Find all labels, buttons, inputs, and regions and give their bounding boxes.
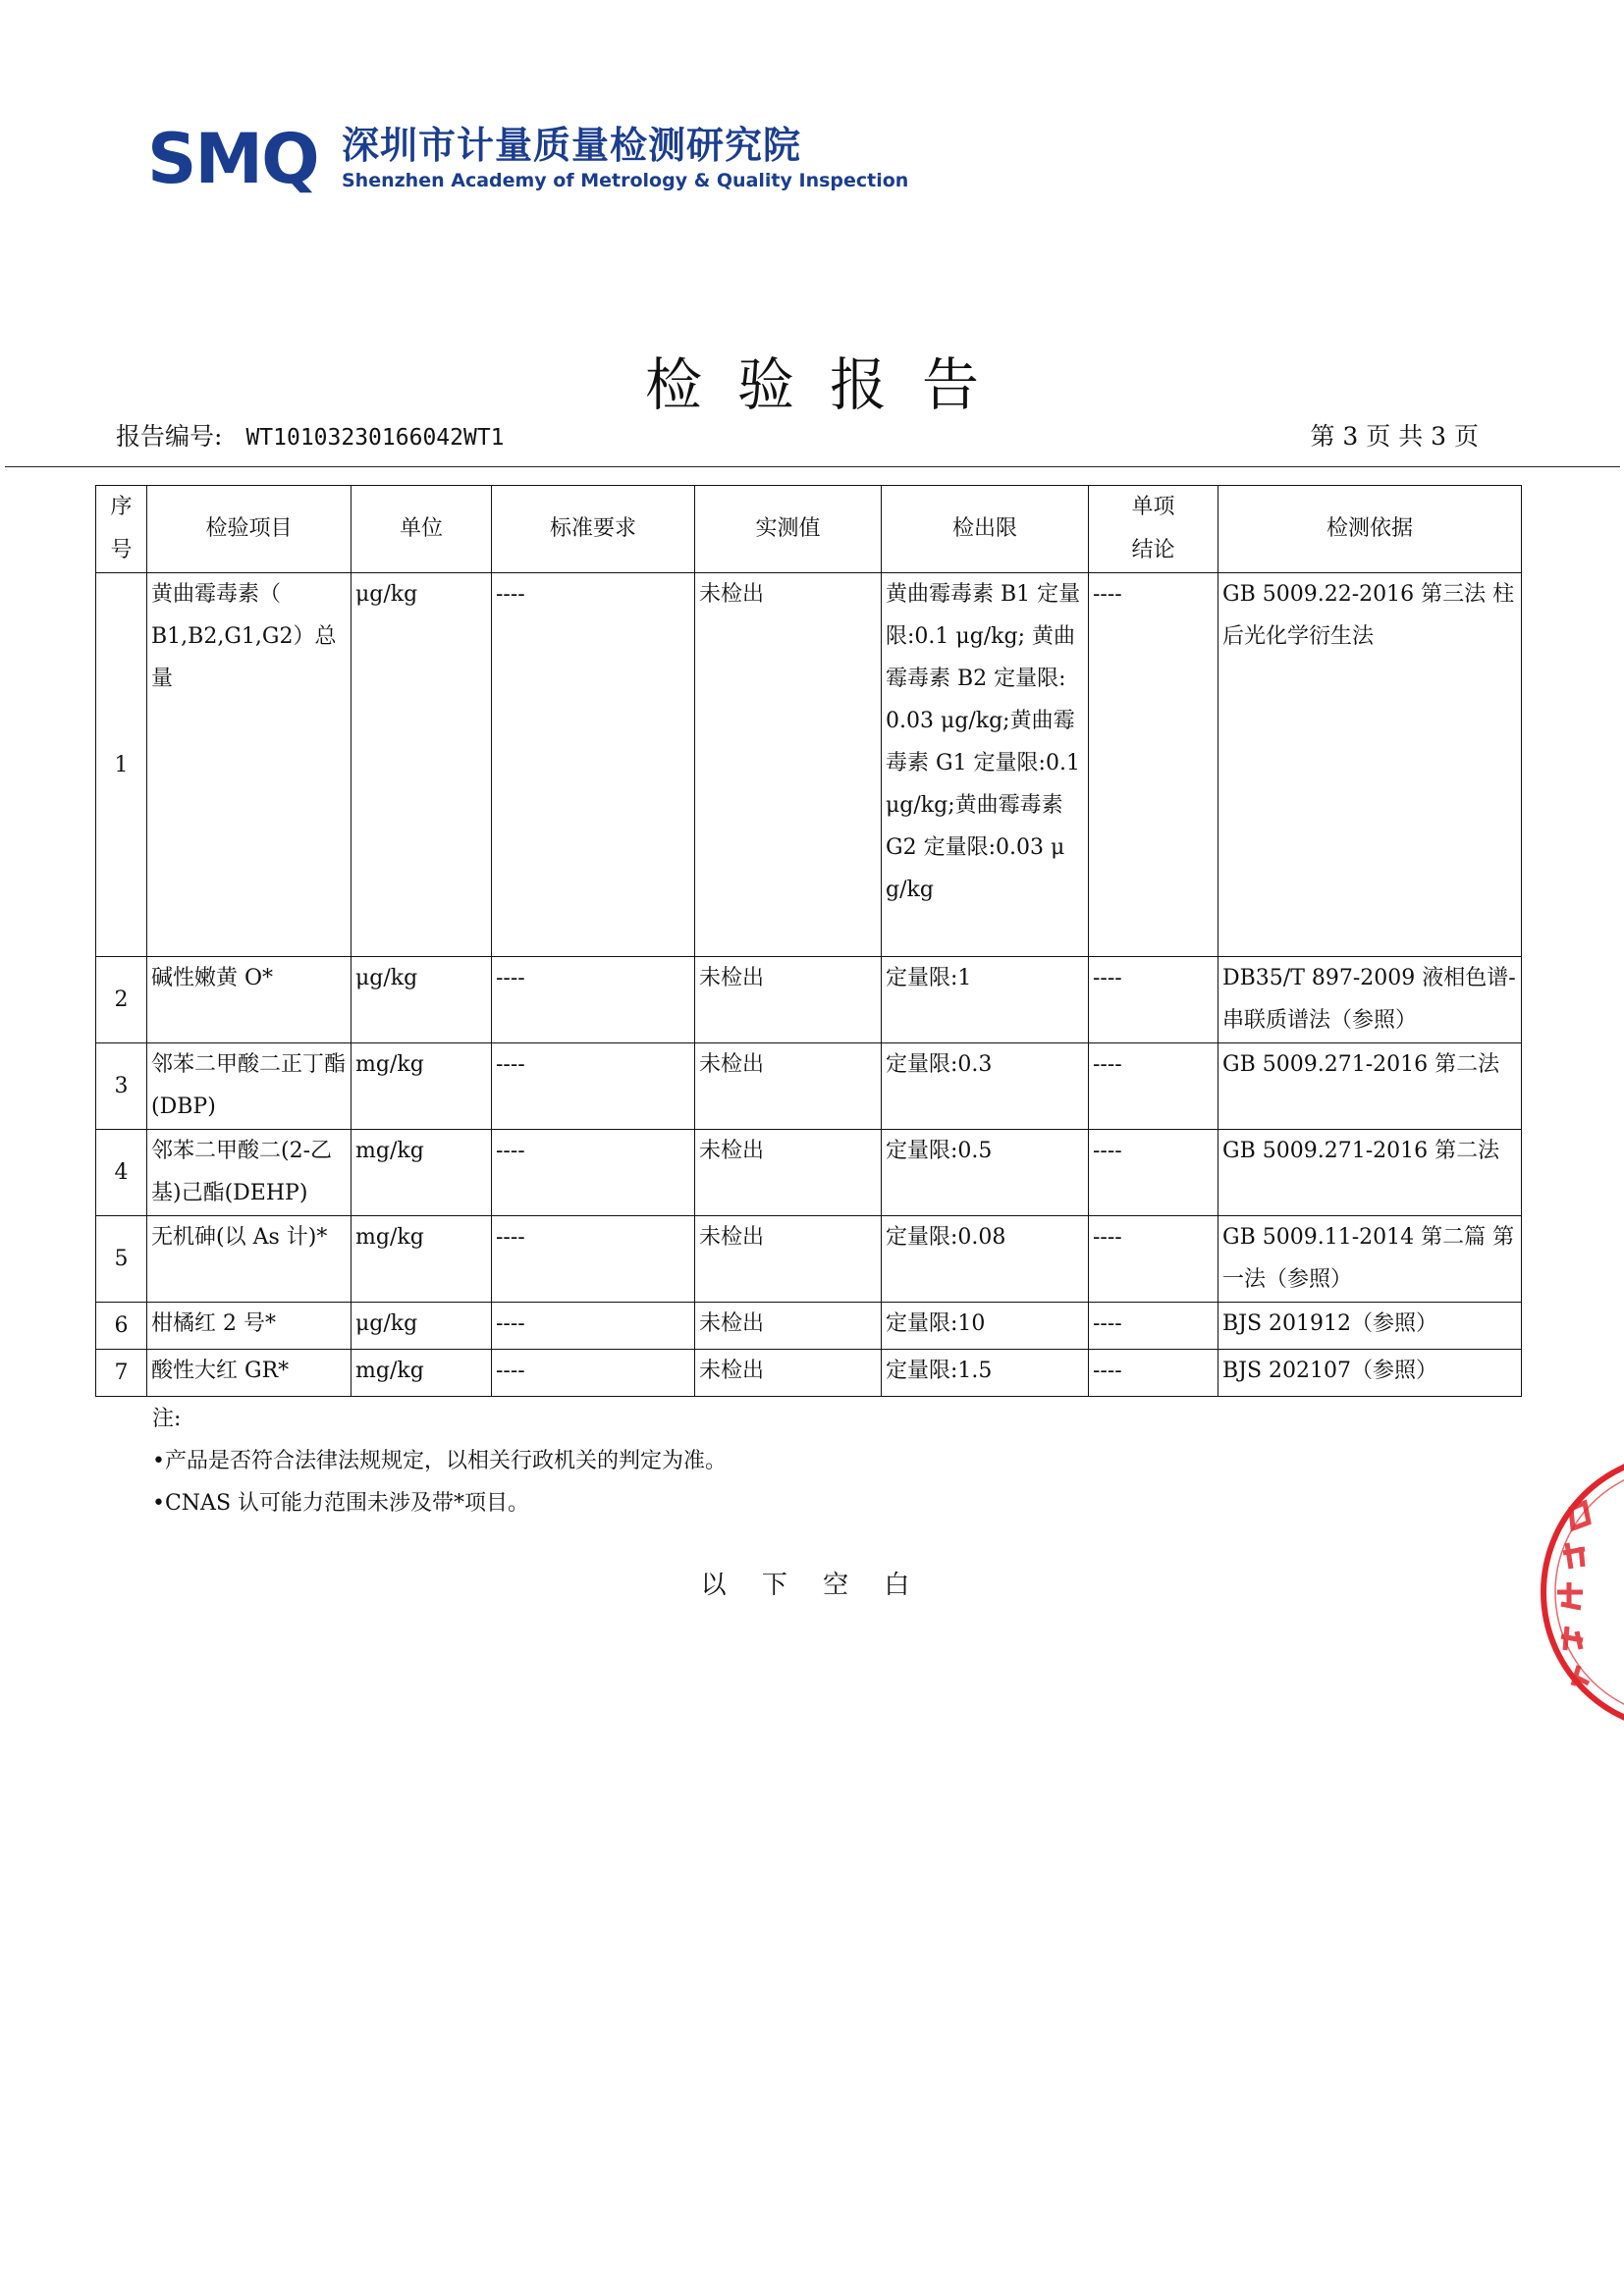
red-seal-icon bbox=[1524, 1445, 1624, 1739]
cell-basis: GB 5009.271-2016 第二法 bbox=[1218, 1043, 1522, 1130]
col-header-requirement: 标准要求 bbox=[492, 486, 695, 573]
cell-requirement: ---- bbox=[492, 1043, 695, 1130]
cell-result: 未检出 bbox=[695, 573, 882, 957]
col-header-item: 检验项目 bbox=[147, 486, 352, 573]
cell-requirement: ---- bbox=[492, 573, 695, 957]
cell-conclusion: ---- bbox=[1089, 957, 1218, 1043]
institute-logo bbox=[147, 119, 909, 199]
cell-item-line1: 黄曲霉毒素（ bbox=[151, 582, 282, 607]
cell-conclusion: ---- bbox=[1089, 1303, 1218, 1350]
table-row bbox=[96, 957, 1522, 1043]
report-number-line bbox=[116, 417, 505, 453]
cell-result: 未检出 bbox=[695, 1043, 882, 1130]
cell-basis: BJS 201912（参照） bbox=[1218, 1303, 1522, 1350]
cell-no: 6 bbox=[96, 1303, 147, 1350]
logo-abbr: SMQ bbox=[147, 119, 318, 199]
cell-no: 2 bbox=[96, 957, 147, 1043]
header-divider bbox=[5, 466, 1620, 467]
note-item: •产品是否符合法律法规规定，以相关行政机关的判定为准。 bbox=[152, 1449, 727, 1473]
cell-requirement: ---- bbox=[492, 1216, 695, 1303]
cell-item bbox=[147, 573, 352, 957]
col-header-conclusion-line2: 结论 bbox=[1131, 538, 1175, 562]
notes bbox=[152, 1398, 727, 1524]
cell-result: 未检出 bbox=[695, 957, 882, 1043]
logo-name-cn: 深圳市计量质量检测研究院 bbox=[342, 124, 802, 167]
report-number: WT10103230166042WT1 bbox=[245, 425, 505, 451]
cell-conclusion: ---- bbox=[1089, 1350, 1218, 1397]
results-table bbox=[95, 485, 1522, 1397]
col-header-basis: 检测依据 bbox=[1218, 486, 1522, 573]
cell-item: 碱性嫩黄 O* bbox=[147, 957, 352, 1043]
cell-requirement: ---- bbox=[492, 1130, 695, 1216]
cell-result: 未检出 bbox=[695, 1130, 882, 1216]
cell-no: 3 bbox=[96, 1043, 147, 1130]
cell-unit: μg/kg bbox=[352, 1303, 492, 1350]
table-row bbox=[96, 573, 1522, 957]
cell-no: 5 bbox=[96, 1216, 147, 1303]
table-header-row bbox=[96, 486, 1522, 573]
table-row bbox=[96, 1350, 1522, 1397]
cell-limit: 定量限:10 bbox=[882, 1303, 1089, 1350]
cell-conclusion: ---- bbox=[1089, 1043, 1218, 1130]
cell-no: 1 bbox=[96, 573, 147, 957]
col-header-result: 实测值 bbox=[695, 486, 882, 573]
cell-conclusion: ---- bbox=[1089, 1216, 1218, 1303]
cell-unit: mg/kg bbox=[352, 1043, 492, 1130]
table-row bbox=[96, 1303, 1522, 1350]
cell-limit: 定量限:0.5 bbox=[882, 1130, 1089, 1216]
cell-item: 酸性大红 GR* bbox=[147, 1350, 352, 1397]
cell-requirement: ---- bbox=[492, 1303, 695, 1350]
cell-limit: 定量限:1.5 bbox=[882, 1350, 1089, 1397]
cell-item: 柑橘红 2 号* bbox=[147, 1303, 352, 1350]
cell-basis: GB 5009.22-2016 第三法 柱后光化学衍生法 bbox=[1218, 573, 1522, 957]
cell-basis: GB 5009.271-2016 第二法 bbox=[1218, 1130, 1522, 1216]
cell-limit: 定量限:0.08 bbox=[882, 1216, 1089, 1303]
blank-notice: 以 下 空 白 bbox=[700, 1571, 924, 1600]
cell-conclusion: ---- bbox=[1089, 1130, 1218, 1216]
cell-item-line2: B1,B2,G1,G2）总量 bbox=[151, 624, 337, 691]
cell-unit: μg/kg bbox=[352, 957, 492, 1043]
cell-conclusion: ---- bbox=[1089, 573, 1218, 957]
cell-requirement: ---- bbox=[492, 957, 695, 1043]
col-header-no: 序号 bbox=[96, 486, 147, 573]
report-number-label: 报告编号: bbox=[116, 422, 223, 451]
cell-result: 未检出 bbox=[695, 1216, 882, 1303]
cell-unit: μg/kg bbox=[352, 573, 492, 957]
logo-name-en: Shenzhen Academy of Metrology & Quality Inspection bbox=[342, 170, 909, 191]
cell-result: 未检出 bbox=[695, 1303, 882, 1350]
col-header-unit: 单位 bbox=[352, 486, 492, 573]
cell-basis: DB35/T 897-2009 液相色谱-串联质谱法（参照） bbox=[1218, 957, 1522, 1043]
cell-limit: 黄曲霉毒素 B1 定量限:0.1 μg/kg; 黄曲霉毒素 B2 定量限:0.03 μg/kg;黄曲霉毒素 G1 定量限:0.1 μg/kg;黄曲霉毒素 G2 定量限:0.03 μg/kg bbox=[882, 573, 1089, 957]
table-row bbox=[96, 1043, 1522, 1130]
cell-basis: GB 5009.11-2014 第二篇 第一法（参照） bbox=[1218, 1216, 1522, 1303]
cell-item: 无机砷(以 As 计)* bbox=[147, 1216, 352, 1303]
cell-basis: BJS 202107（参照） bbox=[1218, 1350, 1522, 1397]
cell-no: 4 bbox=[96, 1130, 147, 1216]
cell-item: 邻苯二甲酸二(2-乙基)己酯(DEHP) bbox=[147, 1130, 352, 1216]
page-info: 第 3 页 共 3 页 bbox=[1310, 422, 1479, 451]
cell-result: 未检出 bbox=[695, 1350, 882, 1397]
cell-unit: mg/kg bbox=[352, 1216, 492, 1303]
cell-item: 邻苯二甲酸二正丁酯(DBP) bbox=[147, 1043, 352, 1130]
col-header-limit: 检出限 bbox=[882, 486, 1089, 573]
table-row bbox=[96, 1216, 1522, 1303]
notes-label: 注: bbox=[152, 1407, 182, 1431]
cell-unit: mg/kg bbox=[352, 1350, 492, 1397]
note-item: •CNAS 认可能力范围未涉及带*项目。 bbox=[152, 1491, 530, 1516]
cell-limit: 定量限:0.3 bbox=[882, 1043, 1089, 1130]
cell-limit: 定量限:1 bbox=[882, 957, 1089, 1043]
cell-no: 7 bbox=[96, 1350, 147, 1397]
cell-requirement: ---- bbox=[492, 1350, 695, 1397]
col-header-conclusion bbox=[1089, 486, 1218, 573]
col-header-conclusion-line1: 单项 bbox=[1131, 495, 1175, 519]
cell-unit: mg/kg bbox=[352, 1130, 492, 1216]
table-row bbox=[96, 1130, 1522, 1216]
report-title: 检验报告 bbox=[644, 351, 1014, 418]
